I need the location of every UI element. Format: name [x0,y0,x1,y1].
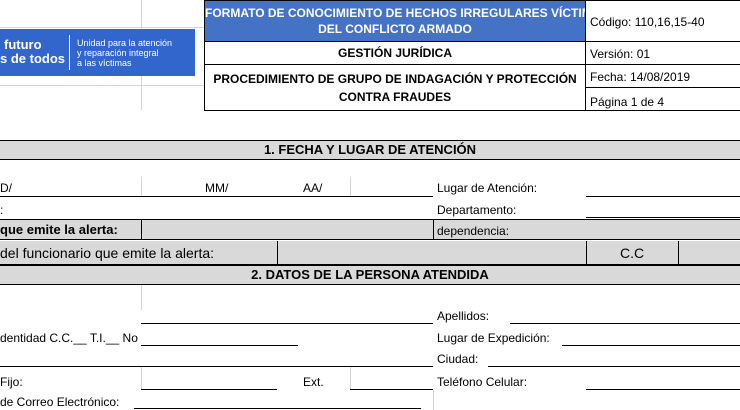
place-label: Lugar de Atención: [437,181,538,195]
logo [0,29,195,76]
expedition-label: Lugar de Expedición: [437,331,550,345]
dependency-label: dependencia: [437,224,510,238]
procedure-box [204,64,586,111]
email-field[interactable] [134,408,421,409]
version-cell [585,41,740,65]
date-cell [585,64,740,88]
month-label: MM/ [205,181,229,195]
code-cell [585,0,740,42]
dept-prefix: : [0,203,4,217]
logo-text-left-1: futuro [4,37,42,52]
day-label: D/ [0,181,12,195]
surname-label: Apellidos: [437,309,490,323]
id-label: dentidad C.C.__ T.I.__ No [0,331,138,345]
logo-text-right-1: Unidad para la atención [77,38,173,48]
section-2-header: 2. DATOS DE LA PERSONA ATENDIDA [0,265,740,285]
fixed-label: Fijo: [0,375,23,389]
place-field[interactable] [586,196,740,197]
area-label: GESTIÓN JURÍDICA [337,46,452,60]
id-field[interactable] [141,345,298,346]
section-1-header: 1. FECHA Y LUGAR DE ATENCIÓN [0,140,740,160]
title-line-2: DEL CONFLICTO ARMADO [318,22,472,36]
city-field[interactable] [488,366,740,367]
dept-label: Departamento: [437,203,517,217]
logo-divider [69,35,70,70]
cc-label: C.C [620,245,645,261]
official-label: del funcionario que emite la alerta: [0,245,215,261]
ext-label: Ext. [303,375,324,389]
cell-label: Teléfono Celular: [437,375,528,389]
ext-field[interactable] [350,389,433,390]
page-cell [585,87,740,111]
area-box [204,41,586,65]
fixed-field[interactable] [141,389,277,390]
logo-text-right-2: y reparación integral [77,48,159,58]
title-box [204,0,609,42]
procedure-line-2: CONTRA FRAUDES [338,90,452,104]
logo-text-left-2: s de todos [0,51,66,66]
version-text: Versión: 01 [590,47,651,61]
alert-label: que emite la alerta: [0,222,118,237]
email-label: de Correo Electrónico: [0,395,120,409]
title-line-1: FORMATO DE CONOCIMIENTO DE HECHOS IRREGULARES VÍCTIMAS [205,6,609,20]
logo-text-right-3: a las víctimas [77,58,132,68]
cell-field[interactable] [586,389,740,390]
procedure-line-1: PROCEDIMIENTO DE GRUPO DE INDAGACIÓN Y PROTECCIÓN [213,72,577,86]
year-label: AA/ [303,181,323,195]
page-text: Página 1 de 4 [590,95,665,109]
city-label: Ciudad: [437,352,479,366]
surname-field[interactable] [510,323,740,324]
code-text: Código: 110,16,15-40 [590,15,705,29]
expedition-field[interactable] [562,345,740,346]
name-field[interactable] [141,323,433,324]
date-text: Fecha: 14/08/2019 [590,70,691,84]
dept-field[interactable] [586,217,740,218]
